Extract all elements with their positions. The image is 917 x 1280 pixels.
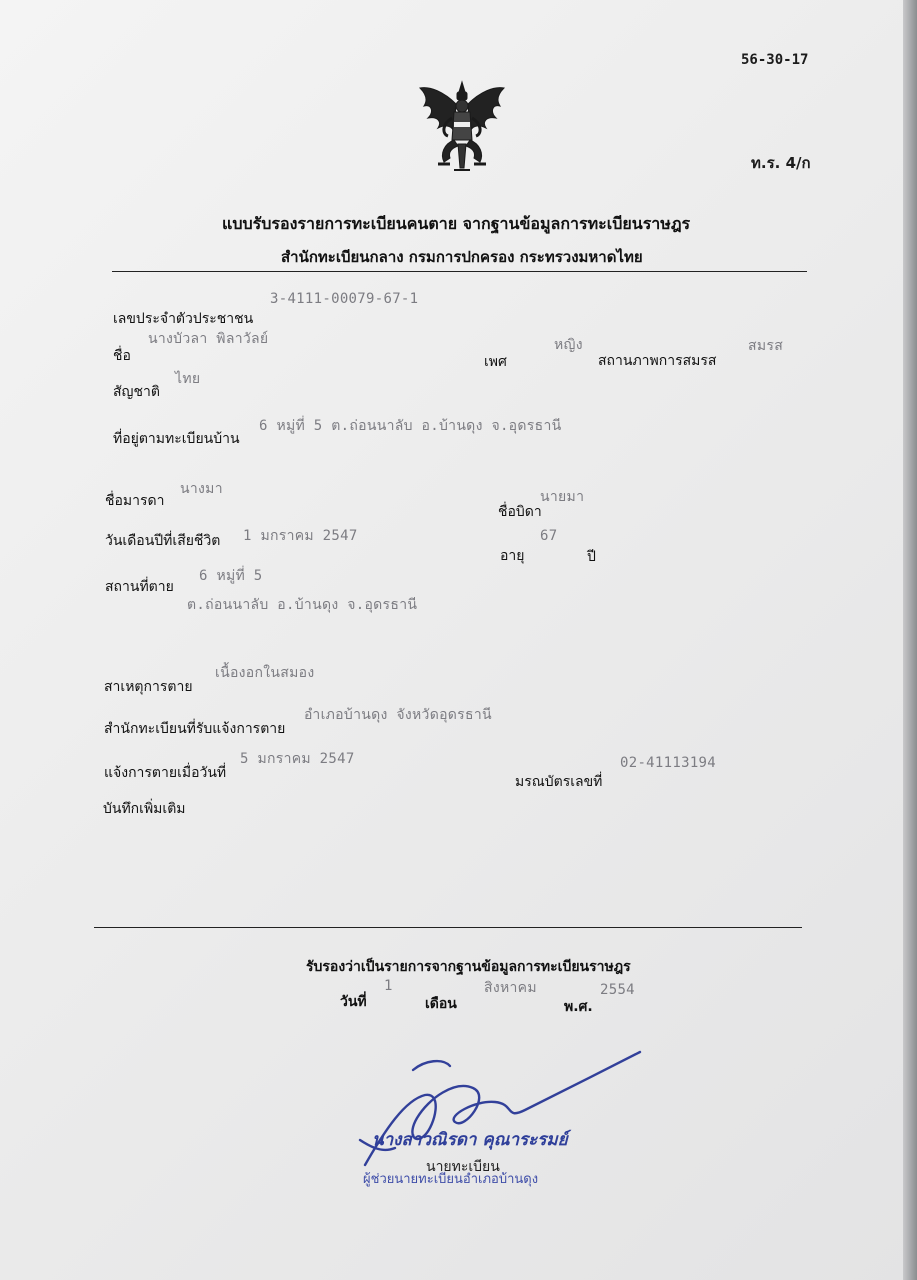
document-subtitle: สำนักทะเบียนกลาง กรมการปกครอง กระทรวงมหาดไทย [281,248,643,266]
cert-day-value: 1 [384,978,393,994]
sex-value: หญิง [554,337,583,353]
address-label: ที่อยู่ตามทะเบียนบ้าน [113,431,240,447]
death-date-label: วันเดือนปีที่เสียชีวิต [105,533,221,549]
address-value: 6 หมู่ที่ 5 ต.ถ่อนนาลับ อ.บ้านดุง จ.อุดรธานี [259,418,562,434]
certificate-value: 02-41113194 [620,755,717,771]
certification-statement: รับรองว่าเป็นรายการจากฐานข้อมูลการทะเบียนราษฎร [306,959,631,975]
header-divider [112,271,807,272]
father-value: นายมา [540,489,585,505]
death-date-value: 1 มกราคม 2547 [243,528,358,544]
place-value-line2: ต.ถ่อนนาลับ อ.บ้านดุง จ.อุดรธานี [187,597,418,613]
office-value: อำเภอบ้านดุง จังหวัดอุดรธานี [304,707,492,723]
garuda-emblem-icon [414,78,510,176]
mother-value: นางมา [180,481,223,497]
father-label: ชื่อบิดา [498,504,542,520]
cert-year-label: พ.ศ. [564,999,593,1015]
report-date-label: แจ้งการตายเมื่อวันที่ [104,765,227,781]
cert-day-label: วันที่ [340,994,367,1010]
cause-label: สาเหตุการตาย [104,679,193,695]
cert-month-value: สิงหาคม [484,980,537,996]
name-value: นางบัวลา พิลาวัลย์ [148,331,269,347]
name-label: ชื่อ [113,348,131,364]
place-value-line1: 6 หมู่ที่ 5 [199,568,263,584]
age-value: 67 [540,528,558,544]
certificate-label: มรณบัตรเลขที่ [515,774,603,790]
cert-year-value: 2554 [600,982,635,998]
cause-value: เนื้องอกในสมอง [215,665,315,681]
sex-label: เพศ [484,354,507,370]
cert-month-label: เดือน [425,996,457,1012]
report-date-value: 5 มกราคม 2547 [240,751,355,767]
signer-name: นางสาวณิรดา คุณาระรมย์ [372,1130,568,1150]
age-label: อายุ [500,548,525,564]
doc-code: 56-30-17 [741,52,809,68]
signer-stamp-line: ผู้ช่วยนายทะเบียนอำเภอบ้านดุง [363,1172,539,1187]
office-label: สำนักทะเบียนที่รับแจ้งการตาย [104,721,286,737]
id-value: 3-4111-00079-67-1 [270,291,419,307]
id-label: เลขประจำตัวประชาชน [113,311,254,327]
marital-value: สมรส [748,338,784,354]
document-title: แบบรับรองรายการทะเบียนคนตาย จากฐานข้อมูลการทะเบียนราษฎร [222,214,691,233]
footer-divider [94,927,802,928]
age-unit: ปี [587,549,596,565]
place-label: สถานที่ตาย [105,579,174,595]
mother-label: ชื่อมารดา [105,493,165,509]
nationality-value: ไทย [175,371,201,387]
paper-edge-shadow [903,0,917,1280]
nationality-label: สัญชาติ [113,384,160,400]
signer-title: นายทะเบียน [426,1159,500,1175]
form-code: ท.ร. 4/ก [751,154,811,172]
marital-label: สถานภาพการสมรส [598,353,717,369]
notes-label: บันทึกเพิ่มเติม [103,801,186,817]
